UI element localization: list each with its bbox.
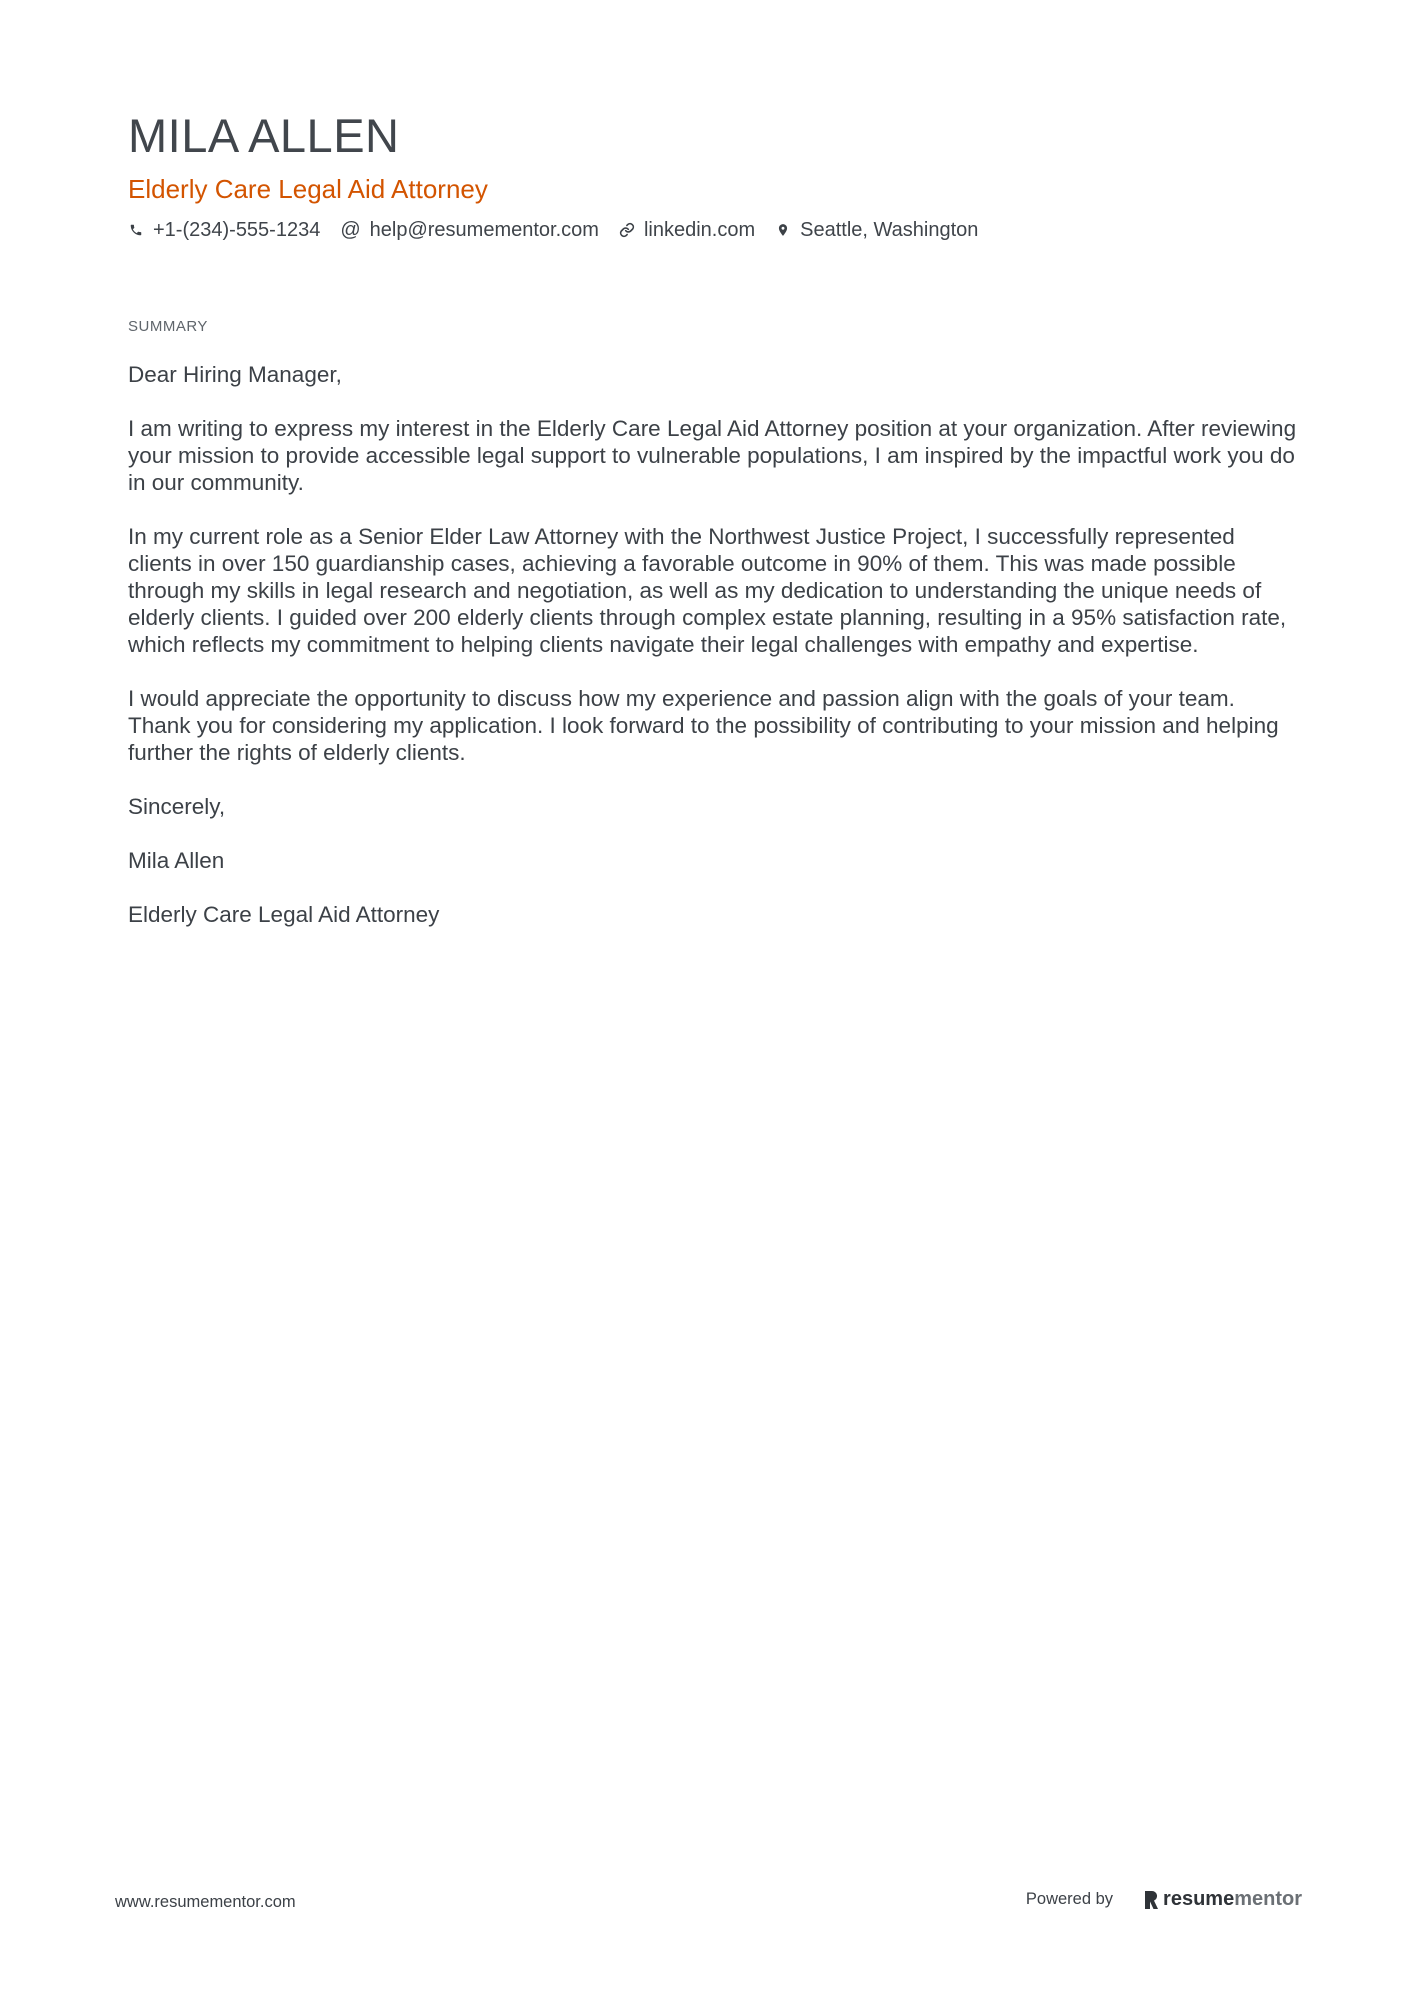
candidate-name: MILA ALLEN xyxy=(128,109,400,162)
cover-letter-page xyxy=(128,110,1298,955)
at-icon: @ xyxy=(340,219,361,242)
letter-paragraph-1: I am writing to express my interest in the Elderly Care Legal Aid Attorney position at your organization. After reviewing your mission to provide accessible legal support to vulnerable populations, I am inspired by the impactful work you do in our community. xyxy=(128,415,1297,495)
location-pin-icon xyxy=(775,222,791,238)
section-label-summary: SUMMARY xyxy=(128,317,208,335)
letter-paragraph-2: In my current role as a Senior Elder Law Attorney with the Northwest Justice Project, I successfully represented clients in over 150 guardianship cases, achieving a favorable outcome in 90% of them. This was made possible through my skills in legal research and negotiation, as well as my dedication to understanding the unique needs of elderly clients. I guided over 200 elderly clients through complex estate planning, resulting in a 95% satisfaction rate, which reflects my commitment to helping clients navigate their legal challenges with empathy and expertise. xyxy=(128,523,1287,657)
contact-email-text[interactable]: help@resumementor.com xyxy=(369,218,599,241)
letter-paragraph-3: I would appreciate the opportunity to discuss how my experience and passion align with the goals of your team. Thank you for considering my application. I look forward to the possibility of contributing to your mission and helping further the rights of elderly clients. xyxy=(128,685,1279,765)
letter-greeting: Dear Hiring Manager, xyxy=(128,361,342,387)
footer-powered-by xyxy=(1026,1888,1302,1911)
contact-location-text: Seattle, Washington xyxy=(800,218,979,241)
contact-email[interactable] xyxy=(340,219,599,242)
brand-name-part2: mentor xyxy=(1234,1888,1302,1910)
brand-name-part1: resume xyxy=(1163,1888,1235,1910)
contact-linkedin-text[interactable]: linkedin.com xyxy=(643,218,756,241)
link-icon xyxy=(619,222,635,238)
letter-closing: Sincerely, xyxy=(128,793,226,819)
brand-logo-mark-icon xyxy=(1143,1890,1159,1910)
signature-title: Elderly Care Legal Aid Attorney xyxy=(128,901,440,927)
footer-website-link[interactable]: www.resumementor.com xyxy=(115,1893,296,1911)
letter-body xyxy=(128,361,1298,928)
contact-linkedin[interactable] xyxy=(619,219,755,242)
contact-phone-text: +1-(234)-555-1234 xyxy=(153,218,321,241)
phone-icon xyxy=(128,222,144,238)
brand-logo[interactable] xyxy=(1143,1888,1302,1911)
contact-phone xyxy=(128,219,320,242)
powered-by-label: Powered by xyxy=(1025,1890,1114,1908)
contact-bar xyxy=(128,219,1298,242)
signature-name: Mila Allen xyxy=(128,847,225,873)
job-title: Elderly Care Legal Aid Attorney xyxy=(128,173,488,204)
contact-location xyxy=(775,219,978,242)
